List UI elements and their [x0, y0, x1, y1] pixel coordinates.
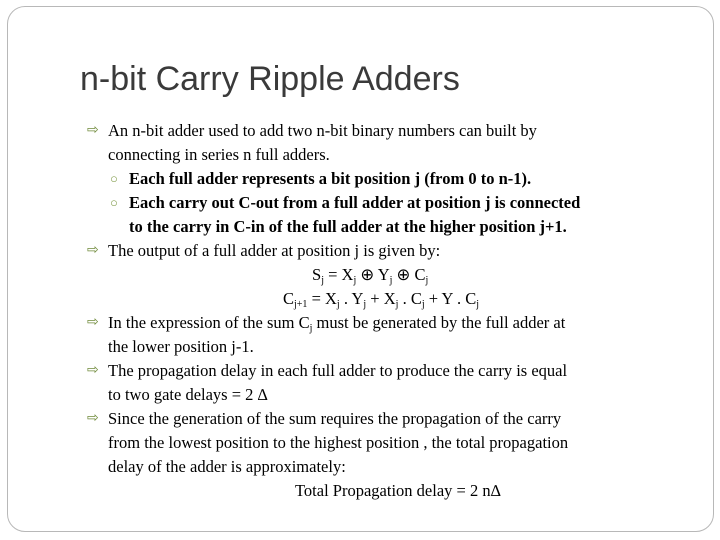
- bullet-5-line-2: from the lowest position to the highest position , the total propagation: [108, 433, 569, 452]
- arrow-outline-icon: ⇨: [87, 411, 99, 426]
- circle-outline-icon: ○: [110, 195, 118, 210]
- arrow-outline-icon: ⇨: [87, 123, 99, 138]
- bullet-3-line-1: In the expression of the sum $C_j$ must be generated by the full adder at: [108, 313, 566, 334]
- circle-outline-icon: ○: [110, 171, 118, 186]
- bullet-3-line-2: the lower position j-1.: [108, 337, 254, 356]
- bullet-2: The output of a full adder at position j is given by:: [108, 241, 441, 260]
- bullet-5-line-1: Since the generation of the sum requires the propagation of the carry: [108, 409, 562, 428]
- arrow-outline-icon: ⇨: [87, 243, 99, 258]
- bullet-4-line-2: to two gate delays = 2 ∆: [108, 385, 268, 404]
- sub-bullet-2-line-2: to the carry in C-in of the full adder at the higher position j+1.: [129, 217, 567, 236]
- bullet-1-line-1: An n-bit adder used to add two n-bit binary numbers can built by: [108, 121, 537, 140]
- arrow-outline-icon: ⇨: [87, 315, 99, 330]
- sum-equation: $S_j = X_j$ ⊕ $Y_j$ ⊕ $C_j$: [312, 265, 429, 286]
- arrow-outline-icon: ⇨: [87, 363, 99, 378]
- bullet-1-line-2: connecting in series n full adders.: [108, 145, 330, 164]
- sub-bullet-2-line-1: Each carry out C-out from a full adder at position j is connected: [129, 193, 581, 212]
- slide-title: n-bit Carry Ripple Adders: [80, 60, 460, 98]
- bullet-5-line-3: delay of the adder is approximately:: [108, 457, 346, 476]
- total-delay-line: Total Propagation delay = 2 n∆: [295, 481, 501, 500]
- carry-equation: $C_{j+1} = X_j$ . $Y_j + X_j$ . $C_j + Y$ . $C_j$: [283, 289, 480, 310]
- sub-bullet-1: Each full adder represents a bit position j (from 0 to n-1).: [129, 169, 532, 188]
- bullet-4-line-1: The propagation delay in each full adder to produce the carry is equal: [108, 361, 568, 380]
